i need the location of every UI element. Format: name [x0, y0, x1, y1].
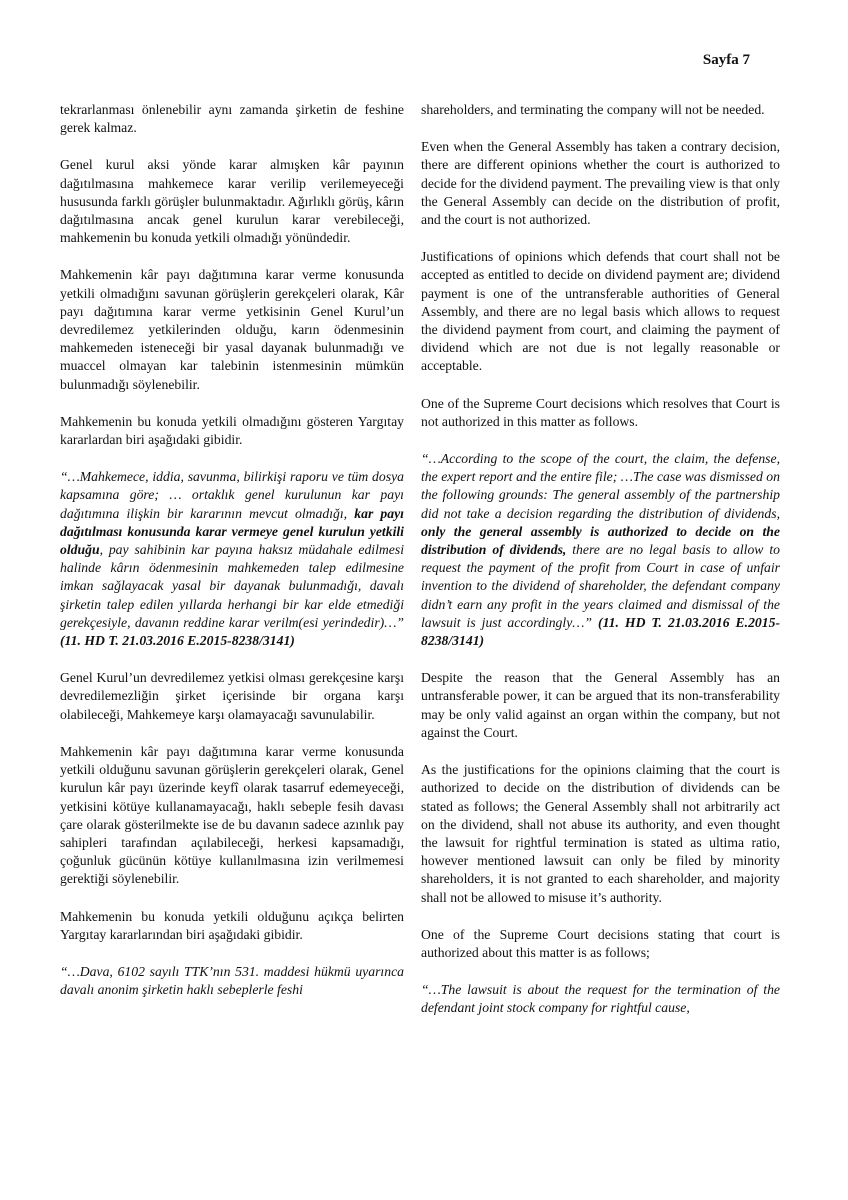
text-run: Mahkemenin bu konuda yetkili olduğunu açıkça belirten Yargıtay kararlarından biri aşağıdaki gibidir. [60, 908, 404, 942]
turkish-paragraph-1 [60, 101, 404, 137]
english-paragraph-5 [421, 450, 780, 650]
bold-text-run: only the general assembly is authorized to decide on the distribution of dividends, [421, 523, 780, 558]
turkish-paragraph-6 [60, 669, 404, 724]
english-column [421, 101, 780, 1037]
turkish-paragraph-4 [60, 413, 404, 449]
text-run: shareholders, and terminating the company will not be needed. [421, 102, 765, 117]
turkish-column [60, 101, 404, 1018]
english-paragraph-2 [421, 138, 780, 229]
page-number: Sayfa 7 [702, 52, 750, 68]
english-paragraph-4 [421, 395, 780, 431]
text-run: “…The lawsuit is about the request for the termination of the defendant joint stock company for rightful cause, [421, 982, 780, 1016]
text-run: Genel Kurul’un devredilemez yetkisi olması gerekçesine karşı devredilemezliğin şirket içerisinde bir organa karşı olabileceği, Mahkemeye karşı olamayacağı savunulabilir. [60, 670, 404, 722]
text-run: “…According to the scope of the court, the claim, the defense, the expert report and the entire file; …The case was dismissed on the following grounds: The general assembly of the partnership did not take a decision regarding the distribution of dividends, [421, 451, 780, 521]
text-run: One of the Supreme Court decisions stating that court is authorized about this matter is as follows; [421, 926, 780, 960]
turkish-paragraph-2 [60, 156, 404, 247]
text-run: As the justifications for the opinions claiming that the court is authorized to decide on the distribution of dividends can be stated as follows; the General Assembly shall not arbitrarily act on the dividend, shall not abuse its authority, and even thought the lawsuit for rightful termination is stated as ultima ratio, however mentioned lawsuit can only be filed by minority shareholders, it is not granted to each shareholder, and majority shall not be allowed to misuse it’s authority. [421, 762, 780, 905]
text-run: tekrarlanması önlenebilir aynı zamanda şirketin de feshine gerek kalmaz. [60, 102, 404, 136]
text-run: “…Mahkemece, iddia, savunma, bilirkişi raporu ve tüm dosya kapsamına göre; … ortaklık genel kurulunun kar payı dağıtımına ilişkin bir kararının mevcut olmadığı, [60, 469, 404, 521]
text-run: One of the Supreme Court decisions which resolves that Court is not authorized in this matter as follows. [421, 395, 780, 429]
turkish-paragraph-3 [60, 266, 404, 393]
text-run: Justifications of opinions which defends that court shall not be accepted as entitled to decide on dividend payment are; dividend payment is one of the untransferable authorities of General Assembly, and there are no legal basis which allows to request the dividend payment from court, and claiming the payment of dividend which are not due is not legally reasonable or acceptable. [421, 249, 780, 374]
english-paragraph-7 [421, 761, 780, 907]
text-run: Mahkemenin kâr payı dağıtımına karar verme konusunda yetkili olduğunu savunan görüşlerin gerekçeleri olarak, Genel kurulun kâr payı üzerinde keyfî olarak tasarruf edemeyeceği, yetkisini kötüye kullanamayacağı, haklı sebeple fesih davası çare olarak gösterilmekte ise de bu davanın sadece azınlık pay sahipleri tarafından açılabileceği, herkesi kapsamadığı, çoğunluk gücünün kötüye kullanılmasına izin verilmemesi gerektiği söylenebilir. [60, 743, 404, 887]
text-run: Despite the reason that the General Assembly has an untransferable power, it can be argued that its non-transferability may be only valid against an organ within the company, but not against the Court. [421, 670, 780, 740]
turkish-paragraph-9 [60, 963, 404, 999]
turkish-paragraph-7 [60, 743, 404, 889]
bold-text-run: kar payı dağıtılması konusunda karar vermeye genel kurulun yetkili olduğu [60, 505, 404, 558]
text-run: Mahkemenin bu konuda yetkili olmadığını gösteren Yargıtay kararlardan biri aşağıdaki gibidir. [60, 413, 404, 448]
english-paragraph-6 [421, 669, 780, 742]
turkish-paragraph-8 [60, 908, 404, 944]
text-run: there are no legal basis to allow to request the payment of the profit from Court in case of unfair invention to the dividend of shareholder, the defendant company didn’t earn any profit in the years claimed and dismissal of the lawsuit is just accordingly…” [421, 542, 780, 630]
turkish-paragraph-5 [60, 468, 404, 650]
text-run: “…Dava, 6102 sayılı TTK’nın 531. maddesi hükmü uyarınca davalı anonim şirketin haklı sebeplerle feshi [60, 963, 404, 998]
english-paragraph-8 [421, 926, 780, 962]
english-paragraph-1 [421, 101, 780, 119]
text-run: Even when the General Assembly has taken a contrary decision, there are different opinions whether the court is authorized to decide for the dividend payment. The prevailing view is that only the General Assembly can decide on the distribution of profit, and the court is not authorized. [421, 139, 780, 228]
bold-text-run: (11. HD T. 21.03.2016 E.2015-8238/3141) [60, 633, 295, 649]
text-run: Mahkemenin kâr payı dağıtımına karar verme konusunda yetkili olmadığını savunan görüşlerin gerekçeleri olarak, Kâr payı dağıtımına karar verme yetkisinin Genel Kurul’un devredilemez yetkilerinden olduğu, karın ödenmesinin mahkemeden isteneceği bir yasal dayanak bulunmadığı ve muaccel olmayan kar talebinin istenmesinin mümkün bulunmadığı söylenebilir. [60, 267, 404, 392]
text-run: Genel kurul aksi yönde karar almışken kâr payının dağıtılmasına mahkemece karar verilip verilemeyeceği hususunda farklı görüşler bulunmaktadır. Ağırlıklı görüş, kârın dağıtılmasına ancak genel kurulun karar verebileceği, mahkemenin bu konuda yetkili olmadığı yönündedir. [60, 157, 404, 246]
english-paragraph-9 [421, 981, 780, 1017]
english-paragraph-3 [421, 248, 780, 375]
bold-text-run: (11. HD T. 21.03.2016 E.2015-8238/3141) [421, 614, 780, 649]
text-run: , pay sahibinin kar payına haksız müdahale edilmesi halinde kârın ödenmesinin mahkemeden talep edilmesine imkan sağlayacak yasal bir dayanak bulunmadığı, davalı şirketin talep edilen yıllarda herhangi bir kar elde etmediği gerekçesiyle, davanın reddine karar verilm(esi yerindedir)…” [60, 542, 404, 630]
